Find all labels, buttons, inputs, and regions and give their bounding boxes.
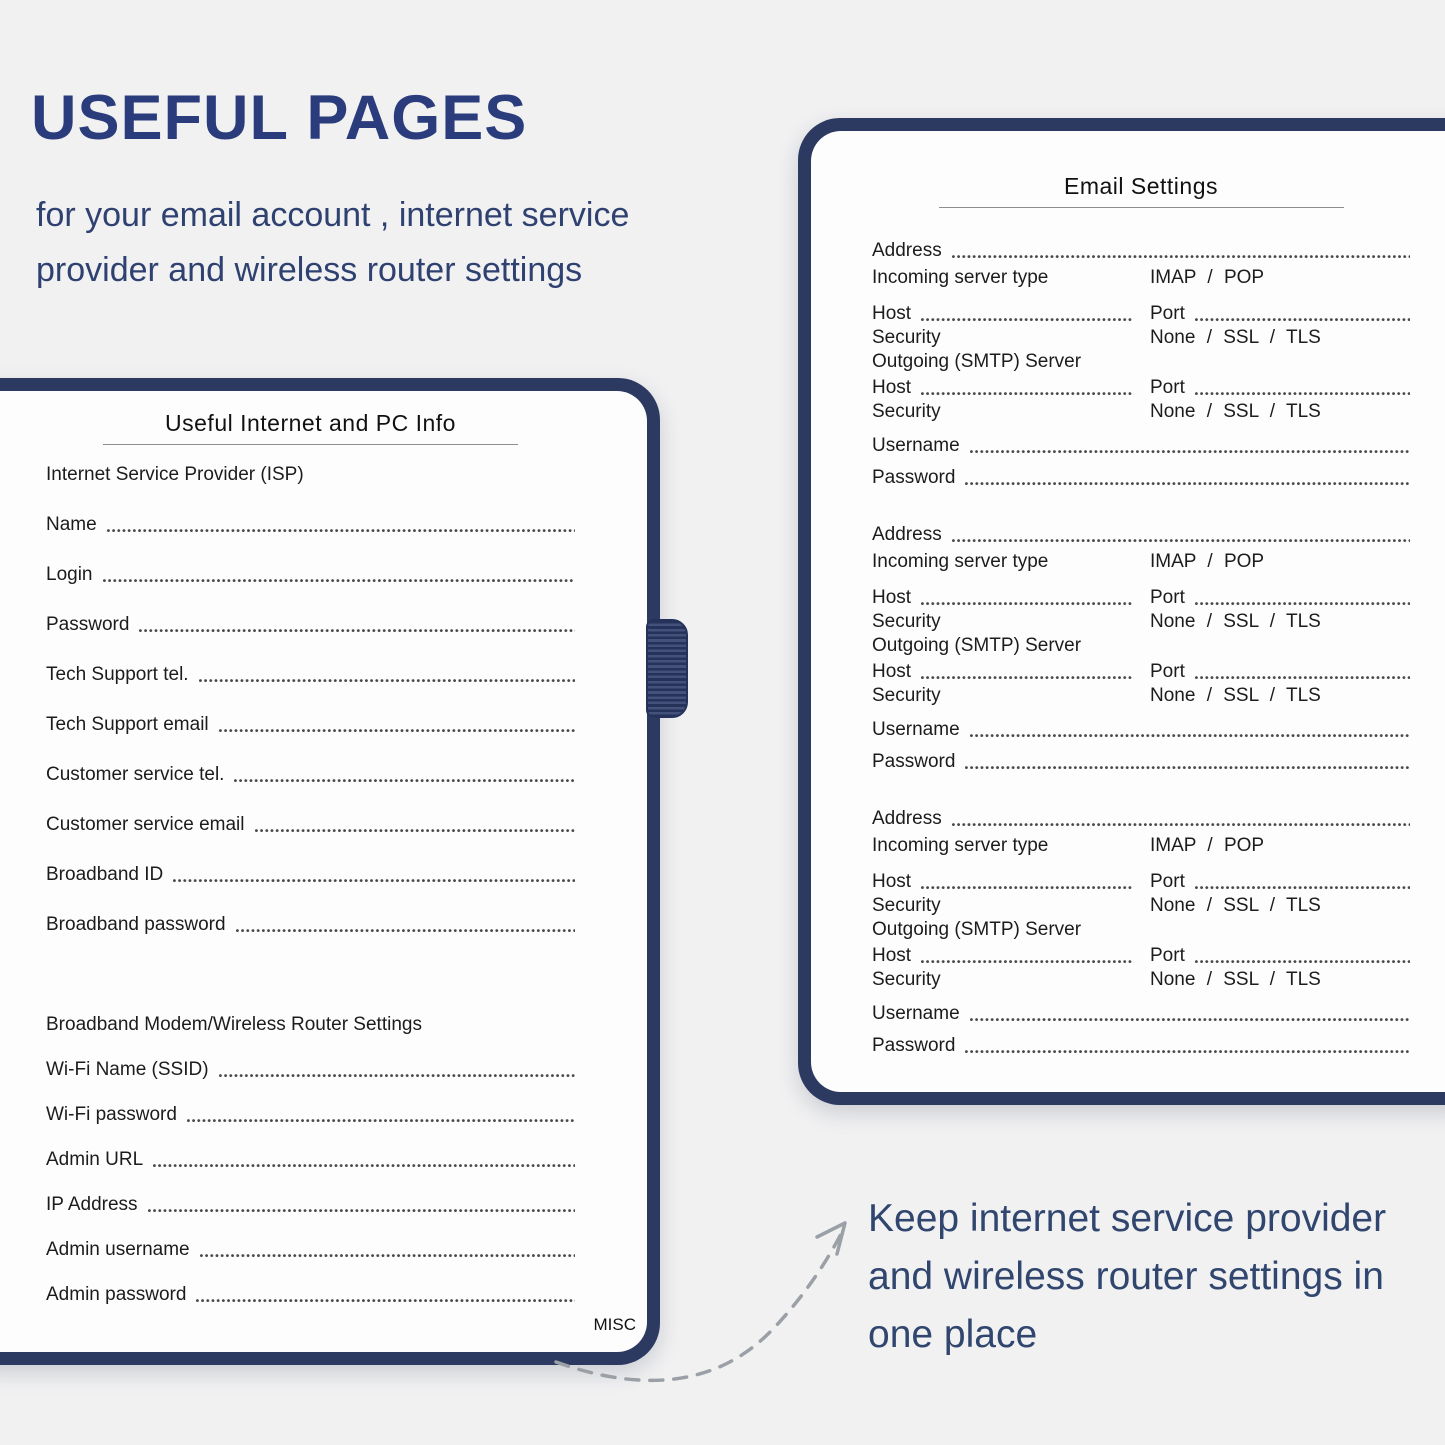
incoming-host-port-row	[872, 869, 1410, 893]
field-label: Security	[872, 895, 941, 916]
dotted-line	[1195, 602, 1410, 606]
field-label: Port	[1150, 871, 1185, 892]
dotted-line	[103, 579, 576, 583]
pen-loop	[646, 619, 688, 718]
username-row	[872, 427, 1410, 457]
address-row	[872, 802, 1410, 830]
left-page-content	[46, 391, 575, 1306]
form-field-row	[46, 786, 575, 836]
dotted-line	[219, 729, 575, 733]
field-label: Security	[872, 685, 941, 706]
dotted-line	[1195, 960, 1410, 964]
password-row	[872, 457, 1410, 489]
username-row	[872, 995, 1410, 1025]
outgoing-host-port-row	[872, 657, 1410, 683]
field-label: Tech Support email	[46, 714, 209, 735]
field-label: Username	[872, 1003, 960, 1024]
subtitle-line-1: for your email account , internet service	[36, 196, 630, 234]
field-label: Address	[872, 808, 942, 829]
field-label: Security	[872, 401, 941, 422]
caption-line-1: Keep internet service provider	[868, 1197, 1387, 1240]
caption-line-2: and wireless router settings in	[868, 1255, 1384, 1298]
page-subtitle	[36, 188, 629, 298]
email-blocks-list	[872, 234, 1410, 1057]
host-field	[872, 587, 1150, 609]
security-options: None / SSL / TLS	[1150, 327, 1321, 348]
field-label: Password	[872, 751, 956, 772]
incoming-security-row	[872, 609, 1410, 633]
dotted-line	[187, 1119, 575, 1123]
security-options: None / SSL / TLS	[1150, 685, 1321, 706]
email-settings-block	[872, 234, 1410, 489]
dotted-line	[970, 734, 1410, 738]
form-field-row	[46, 1081, 575, 1126]
field-label: Address	[872, 240, 942, 261]
dotted-line	[153, 1164, 575, 1168]
field-label: Username	[872, 719, 960, 740]
dotted-line	[200, 1254, 575, 1258]
dotted-line	[1195, 392, 1410, 396]
port-field	[1150, 661, 1410, 683]
security-options: None / SSL / TLS	[1150, 969, 1321, 990]
isp-section-label: Internet Service Provider (ISP)	[46, 464, 304, 485]
incoming-server-type-row	[872, 262, 1410, 289]
field-label: Wi-Fi password	[46, 1104, 177, 1125]
dotted-line	[196, 1299, 575, 1303]
security-options: None / SSL / TLS	[1150, 895, 1321, 916]
left-notebook	[0, 378, 660, 1365]
form-field-row	[46, 686, 575, 736]
dotted-line	[199, 679, 575, 683]
port-field	[1150, 587, 1410, 609]
email-settings-block	[872, 518, 1410, 773]
caption-line-3: one place	[868, 1313, 1038, 1356]
field-label: Security	[872, 611, 941, 632]
security-options: None / SSL / TLS	[1150, 401, 1321, 422]
caption-text	[868, 1190, 1386, 1364]
outgoing-host-port-row	[872, 373, 1410, 399]
dotted-line	[970, 450, 1410, 454]
field-label: Host	[872, 871, 912, 892]
form-field-row	[46, 886, 575, 936]
form-field-row	[46, 636, 575, 686]
host-field	[872, 871, 1150, 893]
password-row	[872, 741, 1410, 773]
section-label: Outgoing (SMTP) Server	[872, 351, 1082, 372]
left-page-title: Useful Internet and PC Info	[165, 410, 456, 436]
field-label: Admin username	[46, 1239, 190, 1260]
right-notebook	[798, 118, 1445, 1105]
form-field-row	[46, 1171, 575, 1216]
left-notebook-page	[0, 391, 647, 1352]
subtitle-line-2: provider and wireless router settings	[36, 251, 583, 289]
dotted-line	[148, 1209, 575, 1213]
host-field	[872, 377, 1150, 399]
port-field	[1150, 377, 1410, 399]
dotted-line	[255, 829, 576, 833]
page-title: USEFUL PAGES	[31, 83, 528, 153]
field-label: Security	[872, 327, 941, 348]
server-type-options: IMAP / POP	[1150, 835, 1265, 856]
field-label: Port	[1150, 377, 1185, 398]
router-fields-list	[46, 1036, 575, 1306]
section-label: Outgoing (SMTP) Server	[872, 919, 1082, 940]
field-label: Admin password	[46, 1284, 187, 1305]
dotted-line	[1195, 886, 1410, 890]
email-settings-block	[872, 802, 1410, 1057]
field-label: Customer service tel.	[46, 764, 225, 785]
dotted-line	[952, 255, 1410, 259]
field-label: Port	[1150, 661, 1185, 682]
server-type-options: IMAP / POP	[1150, 267, 1265, 288]
outgoing-server-label-row	[872, 917, 1410, 941]
host-field	[872, 945, 1150, 967]
security-options: None / SSL / TLS	[1150, 611, 1321, 632]
field-label: Broadband password	[46, 914, 226, 935]
field-label: Password	[46, 614, 130, 635]
field-label: Name	[46, 514, 97, 535]
field-label: Host	[872, 945, 912, 966]
incoming-server-type-row	[872, 830, 1410, 857]
dotted-line	[921, 602, 1132, 606]
router-section-label: Broadband Modem/Wireless Router Settings	[46, 1014, 422, 1035]
field-label: Incoming server type	[872, 267, 1049, 288]
field-label: Tech Support tel.	[46, 664, 189, 685]
port-field	[1150, 871, 1410, 893]
field-label: Broadband ID	[46, 864, 164, 885]
misc-page-tab: MISC	[593, 1315, 636, 1334]
incoming-host-port-row	[872, 301, 1410, 325]
dotted-line	[1195, 676, 1410, 680]
field-label: IP Address	[46, 1194, 138, 1215]
form-field-row	[46, 836, 575, 886]
field-label: Host	[872, 587, 912, 608]
outgoing-security-row	[872, 967, 1410, 991]
dotted-line	[965, 482, 1410, 486]
port-field	[1150, 303, 1410, 325]
dotted-line	[234, 779, 575, 783]
field-label: Username	[872, 435, 960, 456]
dotted-line	[921, 960, 1132, 964]
form-field-row	[46, 1261, 575, 1306]
isp-fields-list	[46, 486, 575, 936]
form-field-row	[46, 586, 575, 636]
field-label: Host	[872, 661, 912, 682]
field-label: Incoming server type	[872, 835, 1049, 856]
host-field	[872, 661, 1150, 683]
port-field	[1150, 945, 1410, 967]
field-label: Host	[872, 377, 912, 398]
field-label: Wi-Fi Name (SSID)	[46, 1059, 209, 1080]
username-row	[872, 711, 1410, 741]
field-label: Login	[46, 564, 93, 585]
server-type-options: IMAP / POP	[1150, 551, 1265, 572]
incoming-host-port-row	[872, 585, 1410, 609]
dotted-line	[219, 1074, 575, 1078]
field-label: Security	[872, 969, 941, 990]
field-label: Address	[872, 524, 942, 545]
address-row	[872, 234, 1410, 262]
title-underline	[939, 207, 1344, 208]
field-label: Password	[872, 467, 956, 488]
outgoing-security-row	[872, 683, 1410, 707]
dotted-line	[139, 629, 575, 633]
form-field-row	[46, 1126, 575, 1171]
field-label: Port	[1150, 945, 1185, 966]
right-notebook-page	[811, 131, 1445, 1092]
dotted-line	[921, 392, 1132, 396]
section-label: Outgoing (SMTP) Server	[872, 635, 1082, 656]
field-label: Customer service email	[46, 814, 245, 835]
dotted-line	[921, 886, 1132, 890]
incoming-server-type-row	[872, 546, 1410, 573]
outgoing-security-row	[872, 399, 1410, 423]
dotted-line	[952, 539, 1410, 543]
field-label: Port	[1150, 303, 1185, 324]
field-label: Incoming server type	[872, 551, 1049, 572]
dotted-line	[921, 676, 1132, 680]
dotted-line	[965, 766, 1410, 770]
right-page-title: Email Settings	[1063, 173, 1218, 199]
right-page-content	[872, 131, 1410, 1086]
field-label: Port	[1150, 587, 1185, 608]
form-field-row	[46, 736, 575, 786]
dotted-line	[921, 318, 1132, 322]
dotted-line	[236, 929, 575, 933]
outgoing-server-label-row	[872, 633, 1410, 657]
title-underline	[103, 444, 518, 445]
host-field	[872, 303, 1150, 325]
field-label: Host	[872, 303, 912, 324]
field-label: Admin URL	[46, 1149, 144, 1170]
dotted-line	[970, 1018, 1410, 1022]
form-field-row	[46, 486, 575, 536]
field-label: Password	[872, 1035, 956, 1056]
dotted-line	[1195, 318, 1410, 322]
dotted-line	[173, 879, 575, 883]
dotted-line	[107, 529, 575, 533]
form-field-row	[46, 536, 575, 586]
outgoing-server-label-row	[872, 349, 1410, 373]
address-row	[872, 518, 1410, 546]
incoming-security-row	[872, 325, 1410, 349]
password-row	[872, 1025, 1410, 1057]
dotted-line	[952, 823, 1410, 827]
dotted-line	[965, 1050, 1410, 1054]
outgoing-host-port-row	[872, 941, 1410, 967]
form-field-row	[46, 1216, 575, 1261]
form-field-row	[46, 1036, 575, 1081]
incoming-security-row	[872, 893, 1410, 917]
